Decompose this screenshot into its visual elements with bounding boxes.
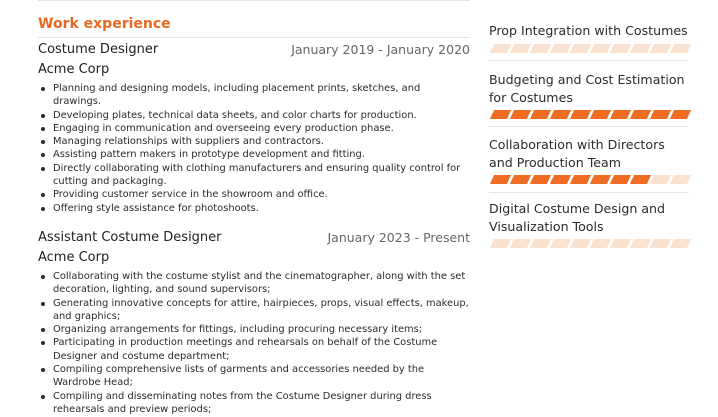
skill-level-segment — [490, 44, 511, 53]
list-item: Generating innovative concepts for attire, hairpieces, props, visual effects, makeup, and graphics; — [53, 297, 469, 322]
skill-level-segment — [650, 239, 671, 248]
skill-name: Budgeting and Cost Estimation for Costumes — [489, 72, 685, 105]
skill-divider — [489, 126, 689, 127]
skill-divider — [489, 60, 689, 61]
skill-level-segment — [490, 239, 511, 248]
skill-level-segment — [510, 239, 531, 248]
skill-level-bar — [489, 239, 689, 248]
skill-level-segment — [670, 110, 691, 119]
skill-name: Collaboration with Directors and Production Team — [489, 137, 665, 170]
section-title-work-experience: Work experience — [38, 16, 171, 32]
top-divider — [38, 0, 470, 1]
skill-level-bar — [489, 110, 689, 119]
skill-level-segment — [530, 239, 551, 248]
list-item: Collaborating with the costume stylist and the cinematographer, along with the set decoration, lighting, and sound supervisors; — [53, 270, 470, 297]
section-divider — [38, 37, 470, 38]
skill-digital-design — [489, 200, 689, 248]
skill-level-segment — [670, 175, 691, 184]
skill-level-segment — [610, 239, 631, 248]
skill-level-segment — [530, 44, 551, 53]
skill-level-bar — [489, 175, 689, 184]
skill-level-segment — [590, 175, 611, 184]
skill-level-segment — [670, 239, 691, 248]
skill-level-segment — [590, 110, 611, 119]
skill-level-segment — [530, 110, 551, 119]
skill-level-segment — [570, 110, 591, 119]
skill-name: Digital Costume Design and Visualization Tools — [489, 201, 666, 234]
skill-level-segment — [550, 110, 571, 119]
job-bullet-list — [38, 82, 470, 215]
skill-level-segment — [570, 44, 591, 53]
skill-prop-integration — [489, 22, 689, 53]
skill-level-segment — [630, 239, 651, 248]
skill-level-segment — [670, 44, 691, 53]
list-item: Managing relationships with suppliers and contractors. — [53, 135, 470, 148]
list-item: Participating in production meetings and rehearsals on behalf of the Costume Designer and costume department; — [53, 336, 470, 363]
skill-level-segment — [490, 110, 511, 119]
skill-level-segment — [610, 44, 631, 53]
job-entry-assistant-costume-designer — [38, 230, 470, 416]
skill-level-segment — [570, 239, 591, 248]
skill-level-segment — [630, 110, 651, 119]
job-company: Acme Corp — [38, 62, 110, 77]
skill-level-segment — [510, 110, 531, 119]
skill-level-segment — [650, 110, 671, 119]
list-item: Planning and designing models, including placement prints, sketches, and drawings. — [53, 82, 470, 109]
skill-level-segment — [570, 175, 591, 184]
skill-level-segment — [590, 239, 611, 248]
list-item: Offering style assistance for photoshoots. — [53, 202, 470, 215]
list-item: Compiling and disseminating notes from the Costume Designer during dress rehearsals and preview periods; — [53, 390, 470, 417]
list-item: Providing customer service in the showroom and office. — [53, 188, 470, 201]
skill-level-segment — [610, 110, 631, 119]
skill-level-segment — [590, 44, 611, 53]
job-dates: January 2023 - Present — [327, 230, 470, 245]
skill-level-segment — [610, 175, 631, 184]
job-title: Assistant Costume Designer — [38, 230, 222, 245]
skill-budgeting — [489, 71, 689, 119]
job-header — [38, 42, 470, 60]
skill-level-segment — [630, 175, 651, 184]
list-item: Compiling comprehensive lists of garments and accessories needed by the Wardrobe Head; — [53, 363, 470, 390]
skill-level-segment — [550, 175, 571, 184]
skill-level-segment — [510, 44, 531, 53]
job-header — [38, 230, 470, 248]
job-entry-costume-designer — [38, 42, 470, 215]
list-item: Developing plates, technical data sheets, and color charts for production. — [53, 109, 470, 122]
skill-name: Prop Integration with Costumes — [489, 23, 688, 38]
list-item: Directly collaborating with clothing manufacturers and ensuring quality control for cutting and packaging. — [53, 162, 470, 189]
skill-level-segment — [550, 44, 571, 53]
skill-level-segment — [530, 175, 551, 184]
list-item: Engaging in communication and overseeing every production phase. — [53, 122, 470, 135]
skill-collaboration — [489, 136, 689, 184]
job-dates: January 2019 - January 2020 — [291, 42, 470, 57]
skill-level-segment — [650, 175, 671, 184]
job-bullet-list — [38, 270, 470, 416]
skill-level-segment — [550, 239, 571, 248]
skill-level-segment — [650, 44, 671, 53]
list-item: Assisting pattern makers in prototype development and fitting. — [53, 148, 470, 161]
job-company: Acme Corp — [38, 250, 110, 265]
job-title: Costume Designer — [38, 42, 159, 57]
skill-level-segment — [630, 44, 651, 53]
skill-divider — [489, 192, 689, 193]
list-item: Organizing arrangements for fittings, including procuring necessary items; — [53, 323, 470, 336]
skill-level-segment — [490, 175, 511, 184]
skill-level-segment — [510, 175, 531, 184]
skill-level-bar — [489, 44, 689, 53]
